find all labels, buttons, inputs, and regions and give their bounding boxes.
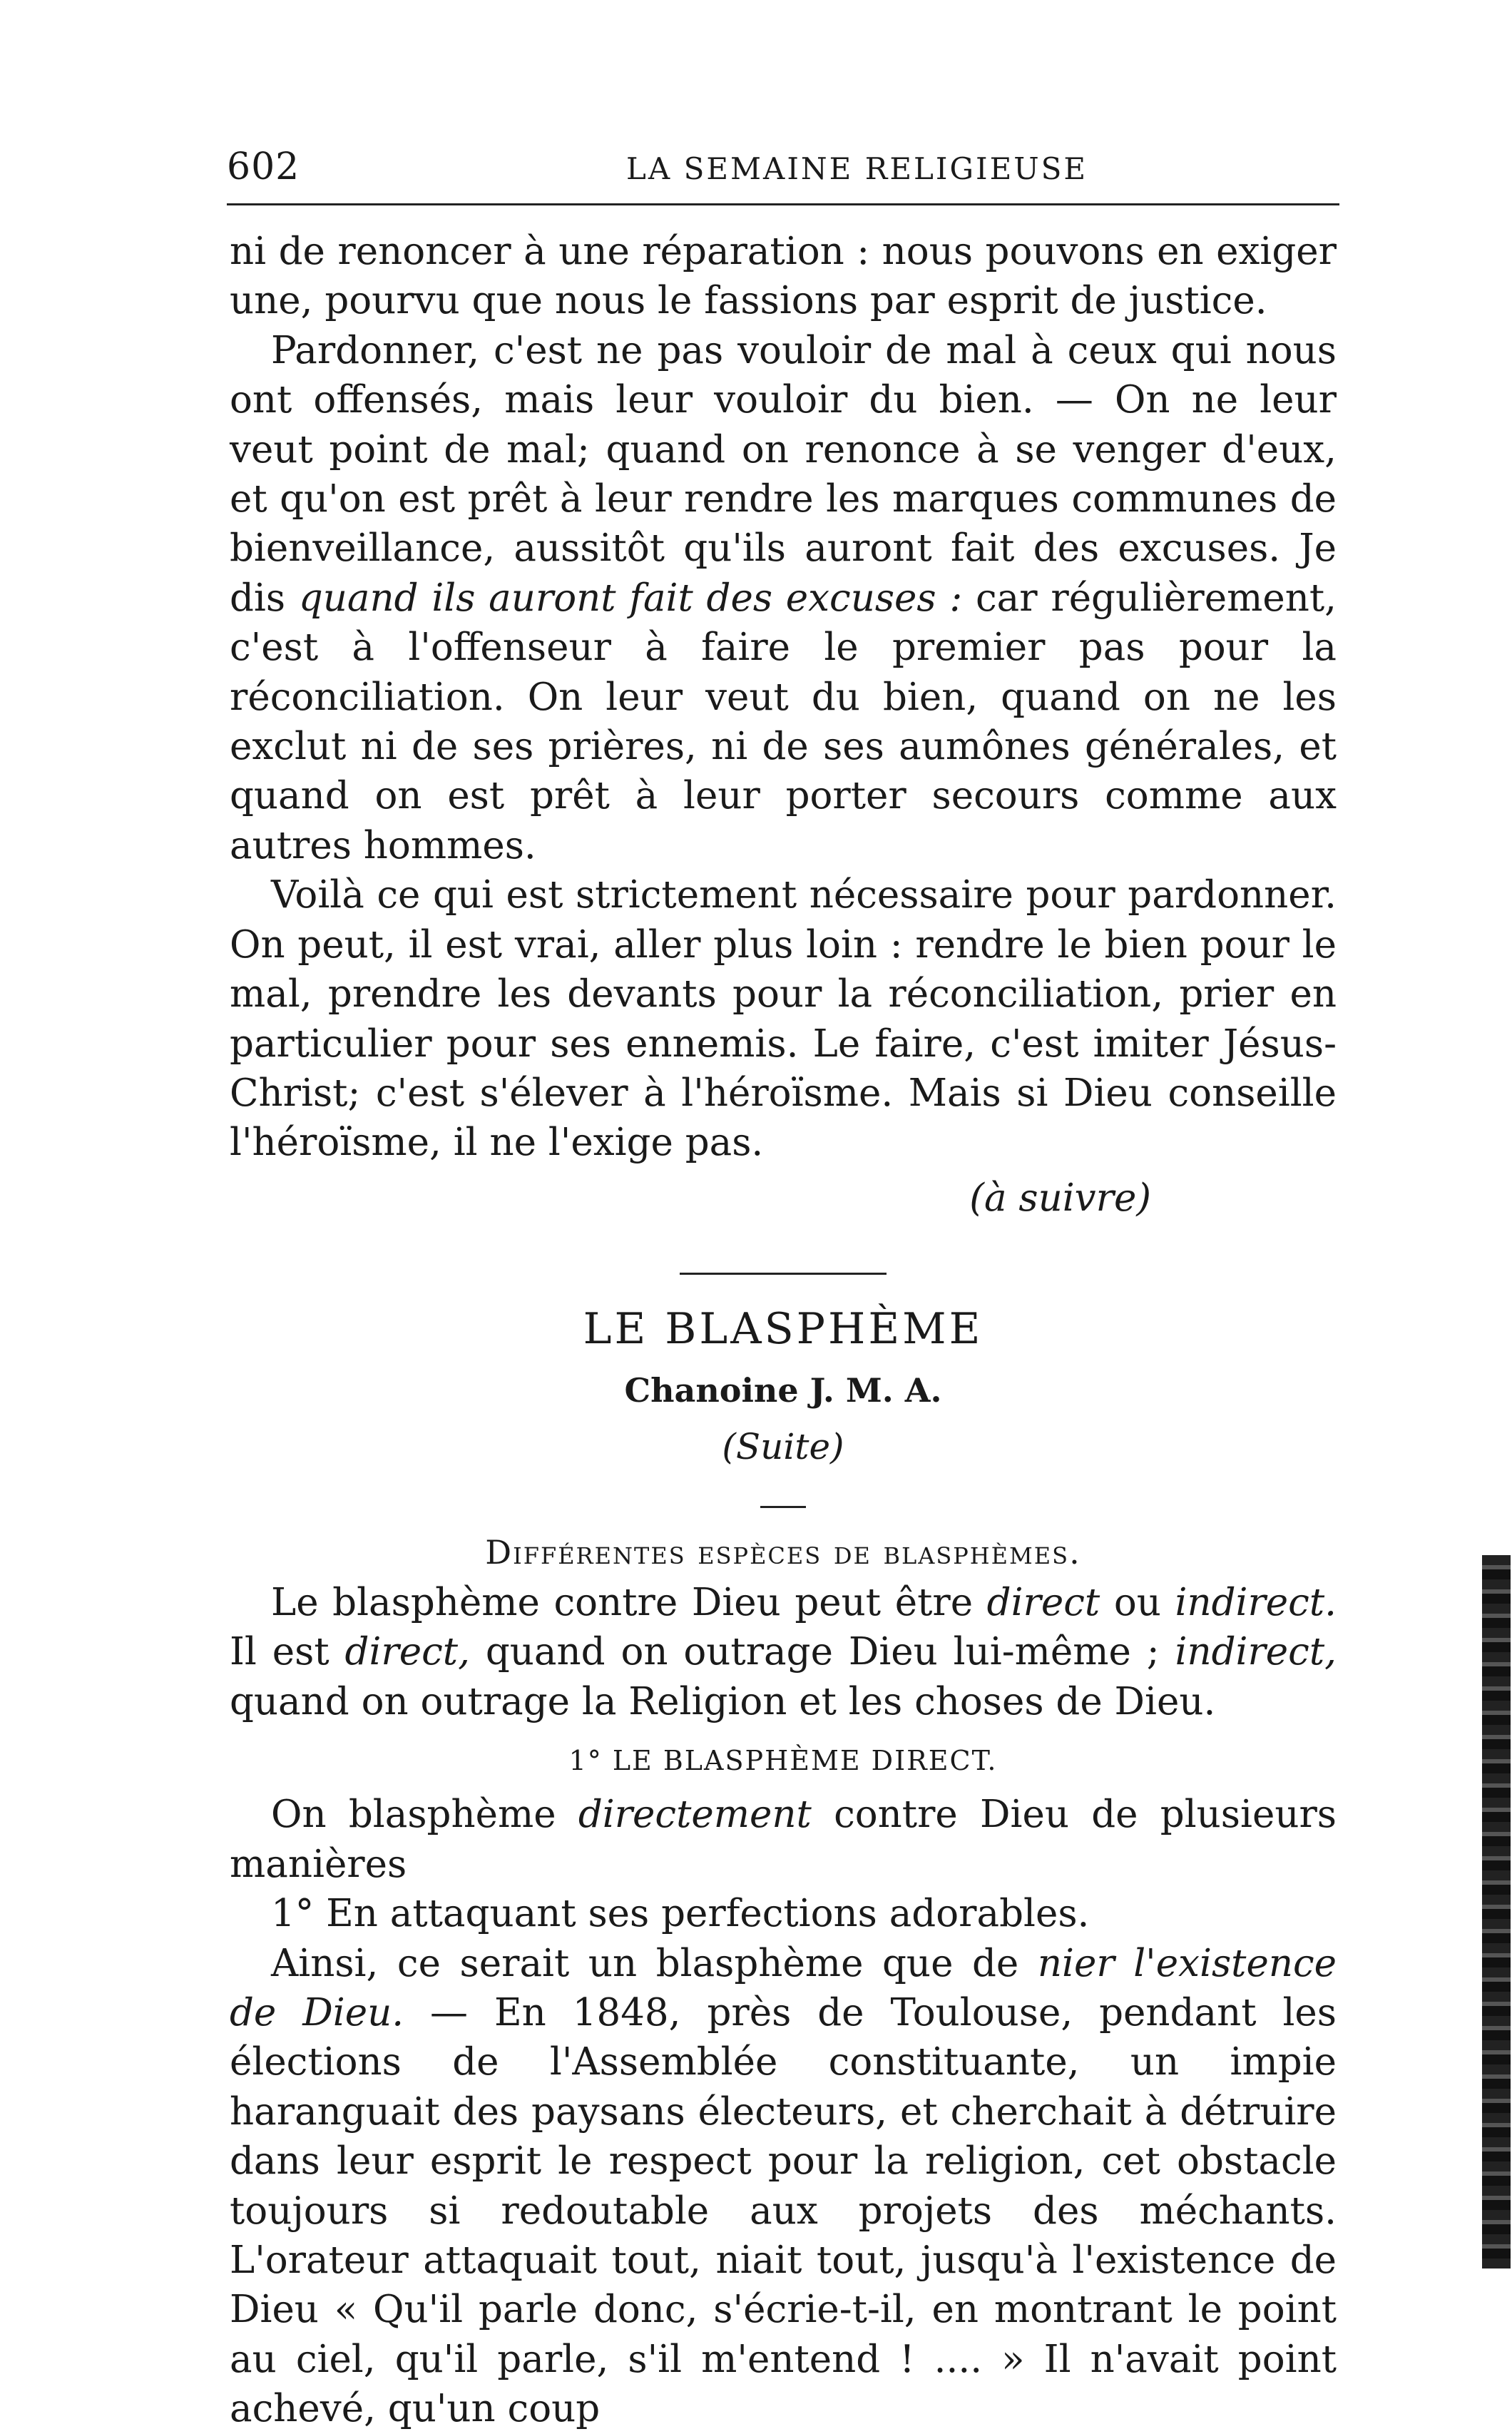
italic-term: directement — [578, 1793, 812, 1837]
text: contre Dieu de plusieurs manières — [230, 1793, 1337, 1886]
text: — En 1848, près de Toulouse, pendant les élections de l'Assemblée constituante, un impie haranguait des paysans électeurs, et cherchait à détruire dans leur esprit le respect pour la religion, cet obstacle toujours si redoutable aux projets des méchants. L'orateur attaquait tout, niait tout, jusqu'à l'existence de Dieu « Qu'il parle donc, s'écrie-t-il, en montrant le point au ciel, qu'il parle, s'il m'entend ! .... » Il n'avait point achevé, qu'un coup — [230, 1991, 1337, 2431]
text: Le blasphème contre Dieu peut être — [271, 1580, 987, 1624]
text: On blasphème — [271, 1793, 578, 1837]
italic-term: indirect. — [1175, 1580, 1337, 1624]
text: ou — [1100, 1580, 1175, 1624]
paragraph-kinds — [230, 1578, 1337, 1726]
section-heading: Différentes espèces de blasphèmes. — [485, 1533, 1081, 1572]
article-author: Chanoine J. M. A. — [624, 1370, 942, 1410]
italic-phrase: quand ils auront fait des excuses : — [298, 576, 963, 620]
to-be-continued: (à suivre) — [969, 1176, 1151, 1220]
text: quand on outrage Dieu lui-même ; — [469, 1630, 1175, 1674]
scan-edge-mark — [1482, 1555, 1511, 2268]
title-separator — [760, 1506, 806, 1508]
page-header — [227, 140, 1339, 190]
header-rule — [227, 203, 1339, 205]
page-body — [230, 227, 1337, 2434]
paragraph-text: car régulièrement, c'est à l'offenseur à faire le premier pas pour la réconciliation. On leur veut du bien, quand on ne les exclut ni de ses prières, ni de ses aumônes générales, et quand on est prêt à leur porter secours comme aux autres hommes. — [230, 576, 1337, 867]
italic-term: indirect, — [1175, 1630, 1337, 1674]
italic-phrase: nier l'existence de Dieu. — [230, 1941, 1337, 2035]
section-separator — [680, 1273, 887, 1275]
article-title: LE BLASPHÈME — [583, 1304, 984, 1355]
paragraph-pardon-definition — [230, 326, 1337, 870]
paragraph-example — [230, 1939, 1337, 2434]
paragraph-manners — [230, 1790, 1337, 1889]
page-number: 602 — [227, 146, 300, 188]
paragraph-continuation: ni de renoncer à une réparation : nous pouvons en exiger une, pourvu que nous le fassions par esprit de justice. — [230, 230, 1337, 323]
italic-term: direct, — [344, 1630, 470, 1674]
text: quand on outrage la Religion et les choses de Dieu. — [230, 1679, 1216, 1723]
running-title: LA SEMAINE RELIGIEUSE — [626, 151, 1088, 186]
text: Il est — [230, 1630, 345, 1674]
paragraph-point-one: 1° En attaquant ses perfections adorables. — [271, 1892, 1090, 1936]
subsection-heading: 1° LE BLASPHÈME DIRECT. — [568, 1744, 998, 1776]
italic-term: direct — [986, 1580, 1100, 1624]
text: Ainsi, ce serait un blasphème que de — [271, 1941, 1038, 1985]
paragraph-text: Pardonner, c'est ne pas vouloir de mal à ceux qui nous ont offensés, mais leur vouloir du bien. — On ne leur veut point de mal; quand on renonce à se venger d'eux, et qu'on est prêt à leur rendre les marques communes de bienveillance, aussitôt qu'ils auront fait des excuses. Je dis — [230, 328, 1337, 620]
article-continued: (Suite) — [722, 1425, 844, 1467]
paragraph-heroism: Voilà ce qui est strictement nécessaire pour pardonner. On peut, il est vrai, aller plus loin : rendre le bien pour le mal, prendre les devants pour la réconciliation, prier en particulier pour ses ennemis. Le faire, c'est imiter Jésus-Christ; c'est s'élever à l'héroïsme. Mais si Dieu conseille l'héroïsme, il ne l'exige pas. — [230, 873, 1337, 1165]
